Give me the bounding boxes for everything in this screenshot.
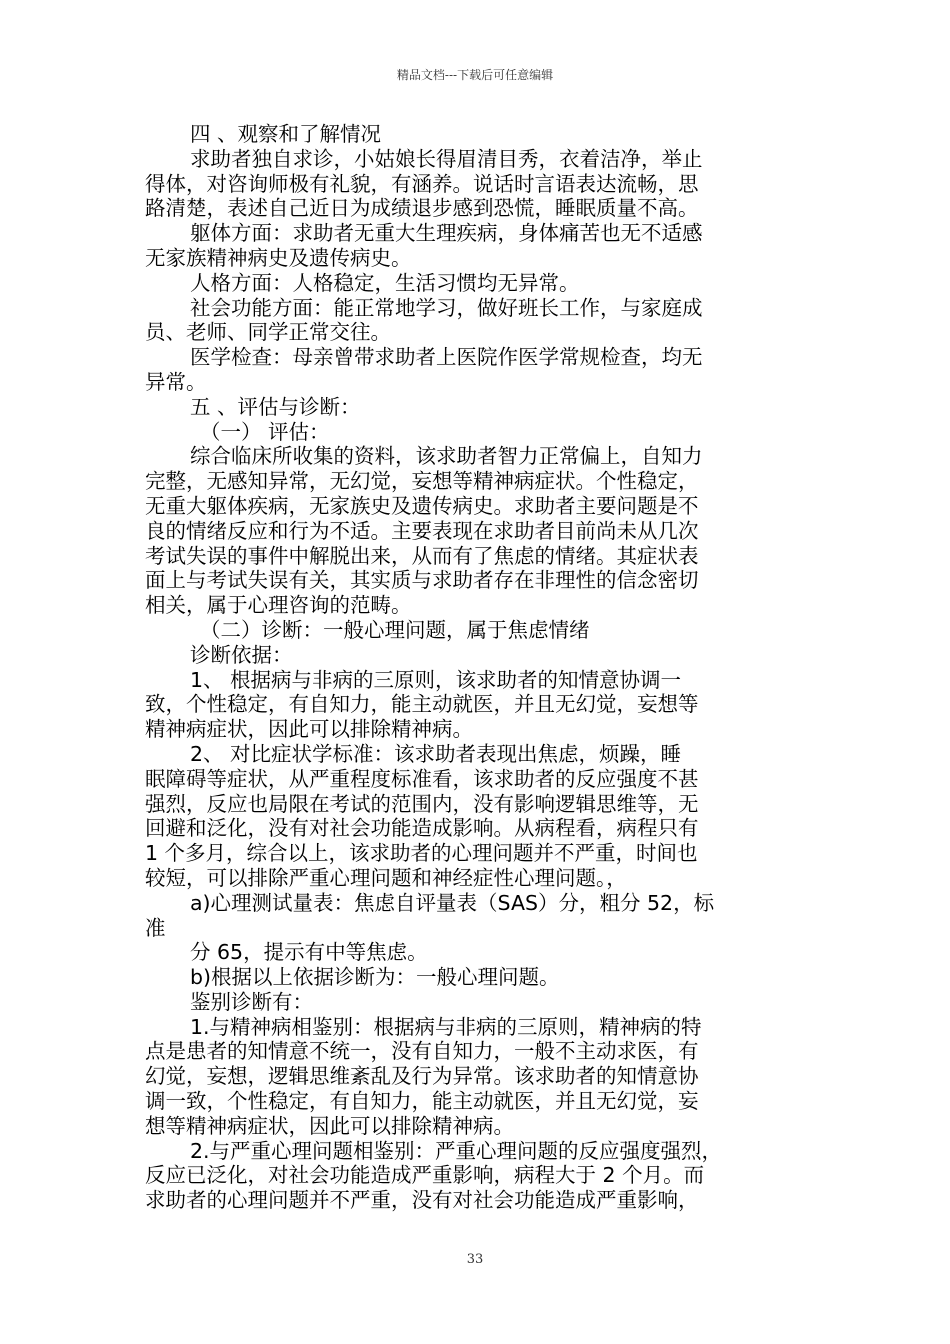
- text-line: 员、老师、同学正常交往。: [145, 320, 391, 345]
- text-line: 求助者独自求诊，小姑娘长得眉清目秀，衣着洁净，举止: [190, 146, 703, 171]
- text-line: 精神病症状，因此可以排除精神病。: [145, 717, 473, 742]
- text-line: 得体，对咨询师极有礼貌，有涵养。说话时言语表达流畅，思: [145, 171, 699, 196]
- text-line: 四 、观察和了解情况: [190, 122, 382, 146]
- text-line: 反应已泛化，对社会功能造成严重影响，病程大于 2 个月。而: [145, 1163, 705, 1188]
- text-line: 点是患者的知情意不统一，没有自知力，一般不主动求医，有: [145, 1039, 699, 1064]
- text-line: 回避和泛化，没有对社会功能造成影响。从病程看，病程只有: [145, 816, 699, 841]
- text-line: 异常。: [145, 369, 207, 394]
- text-line: 相关，属于心理咨询的范畴。: [145, 593, 412, 618]
- text-line: 分 65，提示有中等焦虑。: [190, 940, 428, 965]
- text-line: 2、 对比症状学标准：该求助者表现出焦虑，烦躁，睡: [190, 741, 682, 766]
- page-header: 精品文档---下载后可任意编辑: [396, 68, 554, 82]
- text-line: a)心理测试量表：焦虑自评量表（SAS）分，粗分 52，标: [190, 890, 715, 915]
- text-line: 面上与考试失误有关，其实质与求助者存在非理性的信念密切: [145, 568, 699, 593]
- text-line: 1.与精神病相鉴别：根据病与非病的三原则，精神病的特: [190, 1014, 702, 1039]
- text-line: 医学检查：母亲曾带求助者上医院作医学常规检查，均无: [190, 345, 703, 370]
- text-line: 1 个多月，综合以上，该求助者的心理问题并不严重，时间也: [145, 841, 698, 866]
- text-line: 鉴别诊断有：: [190, 989, 313, 1014]
- text-line: b)根据以上依据诊断为：一般心理问题。: [190, 965, 560, 990]
- text-line: 求助者的心理问题并不严重，没有对社会功能造成严重影响，: [145, 1188, 699, 1213]
- text-line: 诊断依据：: [190, 642, 293, 667]
- text-line: （一） 评估：: [200, 419, 330, 444]
- text-line: 较短，可以排除严重心理问题和神经症性心理问题。，: [145, 865, 627, 890]
- text-line: 躯体方面：求助者无重大生理疾病，身体痛苦也无不适感: [190, 221, 703, 246]
- text-line: 想等精神病症状，因此可以排除精神病。: [145, 1113, 514, 1138]
- text-line: 社会功能方面：能正常地学习，做好班长工作，与家庭成: [190, 295, 703, 320]
- document-body: [145, 122, 765, 1213]
- text-line: （二）诊断：一般心理问题，属于焦虑情绪: [200, 617, 590, 642]
- text-line: 完整，无感知异常，无幻觉，妄想等精神病症状。个性稳定，: [145, 469, 699, 494]
- text-line: 综合临床所收集的资料，该求助者智力正常偏上，自知力: [190, 444, 703, 469]
- text-line: 幻觉，妄想，逻辑思维紊乱及行为异常。该求助者的知情意协: [145, 1064, 699, 1089]
- text-line: 人格方面：人格稳定，生活习惯均无异常。: [190, 270, 580, 295]
- page-number: 33: [466, 1252, 484, 1267]
- text-line: 调一致，个性稳定，有自知力，能主动就医，并且无幻觉，妄: [145, 1089, 699, 1114]
- text-line: 无家族精神病史及遗传病史。: [145, 245, 412, 270]
- text-line: 强烈，反应也局限在考试的范围内，没有影响逻辑思维等，无: [145, 791, 699, 816]
- text-line: 考试失误的事件中解脱出来，从而有了焦虑的情绪。其症状表: [145, 543, 699, 568]
- text-line: 准: [145, 915, 166, 940]
- text-line: 眠障碍等症状，从严重程度标准看，该求助者的反应强度不甚: [145, 766, 699, 791]
- text-line: 路清楚，表述自己近日为成绩退步感到恐慌，睡眠质量不高。: [145, 196, 699, 221]
- text-line: 良的情绪反应和行为不适。主要表现在求助者目前尚未从几次: [145, 518, 699, 543]
- text-line: 无重大躯体疾病，无家族史及遗传病史。求助者主要问题是不: [145, 493, 699, 518]
- text-line: 2.与严重心理问题相鉴别：严重心理问题的反应强度强烈，: [190, 1138, 723, 1163]
- text-line: 五 、评估与诊断：: [190, 394, 361, 419]
- text-line: 1、 根据病与非病的三原则，该求助者的知情意协调一: [190, 667, 682, 692]
- text-line: 致，个性稳定，有自知力，能主动就医，并且无幻觉，妄想等: [145, 692, 699, 717]
